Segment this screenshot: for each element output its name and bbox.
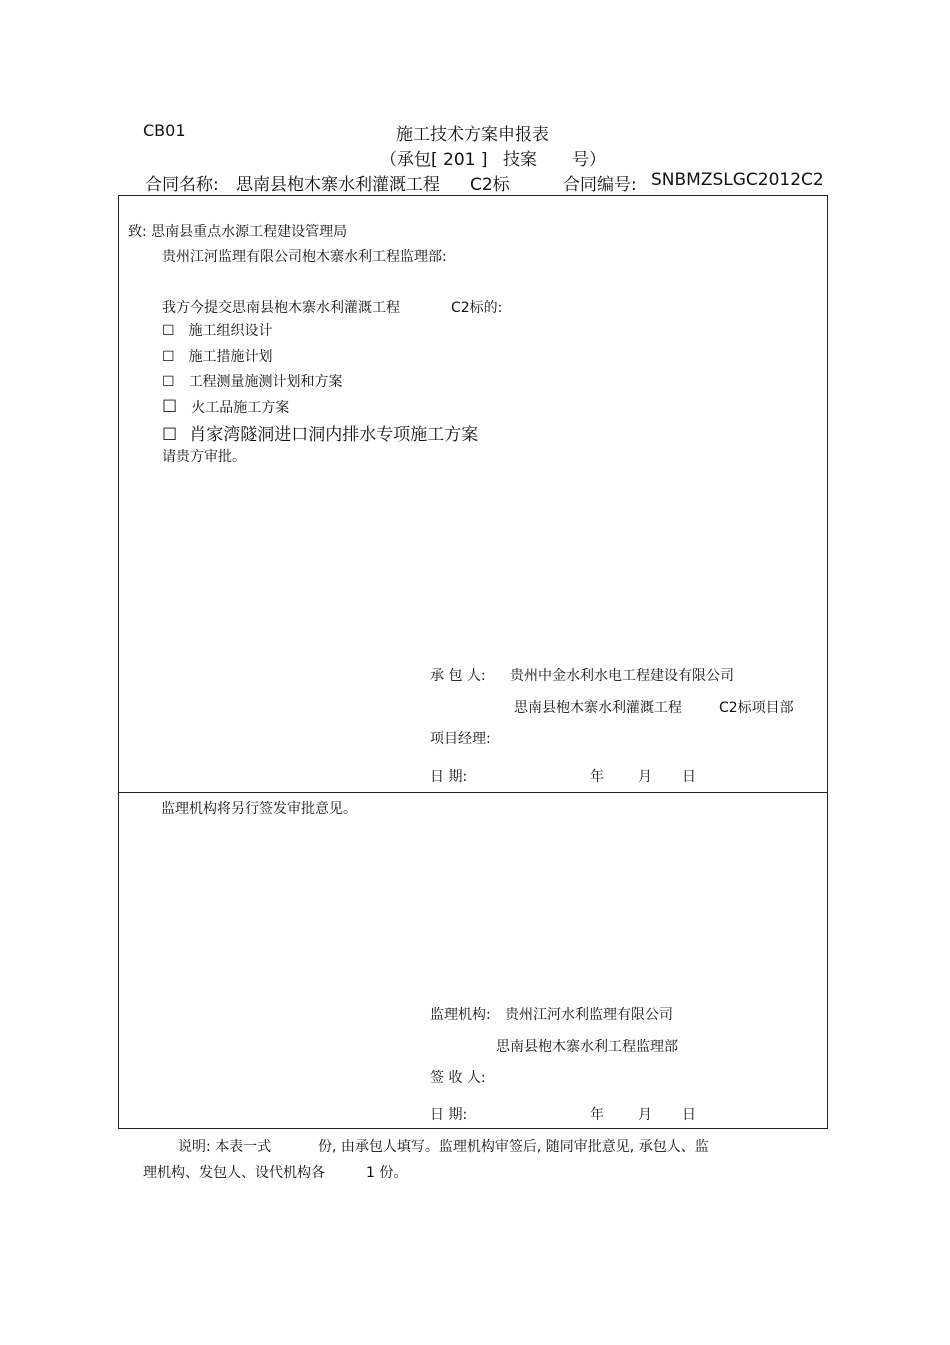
cc-line: 贵州江河监理有限公司枹木寨水利工程监理部: bbox=[162, 249, 447, 265]
checkbox-icon[interactable]: ☐ bbox=[162, 425, 178, 445]
table-divider bbox=[118, 792, 828, 793]
form-subtitle-mid: 技案 bbox=[503, 150, 537, 170]
footer-note-a: 说明: 本表一式 bbox=[178, 1139, 272, 1155]
checklist-item[interactable] bbox=[162, 371, 343, 391]
footer-note-c: 理机构、发包人、设代机构各 bbox=[143, 1165, 325, 1181]
date-day: 日 bbox=[682, 1107, 696, 1123]
checkbox-icon[interactable]: ☐ bbox=[162, 374, 175, 390]
contract-no-value: SNBMZSLGC2012C2 bbox=[651, 170, 824, 190]
checklist-item[interactable] bbox=[162, 397, 289, 417]
footer-note-d: 1 份。 bbox=[366, 1165, 408, 1181]
form-subtitle-suffix: 号） bbox=[572, 150, 606, 170]
date-month: 月 bbox=[638, 769, 652, 785]
checklist-item-label: 火工品施工方案 bbox=[191, 400, 290, 416]
request-text: 请贵方审批。 bbox=[162, 449, 246, 465]
to-line: 致: 思南县重点水源工程建设管理局 bbox=[128, 224, 348, 240]
submission-intro-section: C2标的: bbox=[451, 300, 503, 316]
date-year: 年 bbox=[590, 1107, 604, 1123]
date-month: 月 bbox=[638, 1107, 652, 1123]
date-day: 日 bbox=[682, 769, 696, 785]
supervisor-label: 监理机构: bbox=[430, 1007, 491, 1023]
checklist-item-label: 肖家湾隧洞进口洞内排水专项施工方案 bbox=[189, 425, 479, 445]
contract-name-value: 思南县枹木寨水利灌溉工程 bbox=[236, 175, 440, 195]
checklist-item[interactable] bbox=[162, 420, 478, 445]
date-year: 年 bbox=[590, 769, 604, 785]
form-code: CB01 bbox=[143, 121, 186, 140]
checkbox-icon[interactable]: ☐ bbox=[162, 349, 175, 365]
project-dept: 思南县枹木寨水利灌溉工程 bbox=[514, 700, 682, 716]
form-title: 施工技术方案申报表 bbox=[396, 125, 549, 145]
checklist-item-label: 工程测量施测计划和方案 bbox=[188, 374, 343, 390]
project-dept-section: C2标项目部 bbox=[719, 700, 794, 716]
supervisor-value: 贵州江河水利监理有限公司 bbox=[505, 1007, 673, 1023]
checklist-item[interactable] bbox=[162, 346, 273, 366]
supervisor-dept: 思南县枹木寨水利工程监理部 bbox=[496, 1039, 678, 1055]
contract-no-label: 合同编号: bbox=[563, 175, 637, 195]
contract-name-label: 合同名称: bbox=[145, 175, 219, 195]
supervision-note: 监理机构将另行签发审批意见。 bbox=[161, 801, 357, 817]
contractor-label: 承 包 人: bbox=[430, 668, 486, 684]
receiver-label: 签 收 人: bbox=[430, 1070, 486, 1086]
checklist-item[interactable] bbox=[162, 320, 273, 340]
submission-intro: 我方今提交思南县枹木寨水利灌溉工程 bbox=[162, 300, 400, 316]
checkbox-icon[interactable]: ☐ bbox=[162, 397, 178, 417]
form-subtitle-prefix: （承包[ 201 ] bbox=[380, 150, 488, 170]
contractor-value: 贵州中金水利水电工程建设有限公司 bbox=[510, 668, 734, 684]
checklist-item-label: 施工措施计划 bbox=[188, 349, 273, 365]
contract-section: C2标 bbox=[470, 175, 510, 195]
checkbox-icon[interactable]: ☐ bbox=[162, 323, 175, 339]
date-label: 日 期: bbox=[430, 769, 468, 785]
footer-note-b: 份, 由承包人填写。监理机构审签后, 随同审批意见, 承包人、监 bbox=[318, 1139, 709, 1155]
date-label: 日 期: bbox=[430, 1107, 468, 1123]
manager-label: 项目经理: bbox=[430, 731, 491, 747]
checklist-item-label: 施工组织设计 bbox=[188, 323, 273, 339]
